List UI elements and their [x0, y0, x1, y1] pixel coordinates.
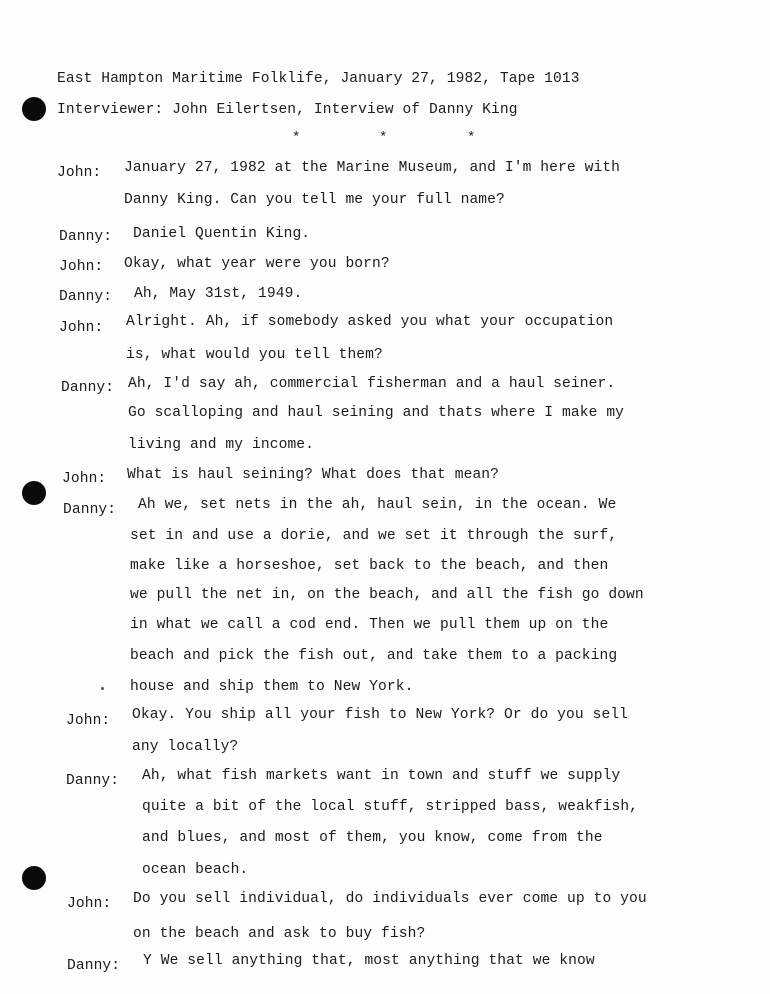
speaker-label: John: [59, 259, 104, 275]
separator-star: * [467, 130, 476, 146]
transcript-line: set in and use a dorie, and we set it through the surf, [130, 528, 618, 544]
transcript-line: and blues, and most of them, you know, come from the [142, 830, 603, 846]
transcript-line: make like a horseshoe, set back to the beach, and then [130, 558, 609, 574]
transcript-line: on the beach and ask to buy fish? [133, 926, 426, 942]
transcript-line: quite a bit of the local stuff, stripped bass, weakfish, [142, 799, 639, 815]
speaker-label: John: [62, 471, 107, 487]
transcript-line: Danny King. Can you tell me your full name? [124, 192, 505, 208]
stray-mark [101, 687, 104, 690]
header-interviewer: Interviewer: John Eilertsen, Interview of Danny King [57, 102, 518, 118]
speaker-label: John: [57, 165, 102, 181]
header-title: East Hampton Maritime Folklife, January 27, 1982, Tape 1013 [57, 71, 580, 87]
binder-hole-top [22, 97, 46, 121]
transcript-line: Ah, May 31st, 1949. [134, 286, 303, 302]
binder-hole-middle [22, 481, 46, 505]
transcript-line: Go scalloping and haul seining and thats where I make my [128, 405, 625, 421]
transcript-line: Ah, I'd say ah, commercial fisherman and a haul seiner. [128, 376, 616, 392]
transcript-line: Alright. Ah, if somebody asked you what your occupation [126, 314, 614, 330]
transcript-line: is, what would you tell them? [126, 347, 383, 363]
separator-star: * [292, 130, 301, 146]
speaker-label: Danny: [61, 380, 115, 396]
transcript-line: Ah, what fish markets want in town and stuff we supply [142, 768, 621, 784]
transcript-line: beach and pick the fish out, and take them to a packing [130, 648, 618, 664]
transcript-line: ocean beach. [142, 862, 249, 878]
transcript-line: living and my income. [128, 437, 315, 453]
speaker-label: John: [67, 896, 112, 912]
speaker-label: Danny: [59, 229, 113, 245]
speaker-label: Danny: [63, 502, 117, 518]
speaker-label: Danny: [67, 958, 121, 974]
transcript-line: Okay, what year were you born? [124, 256, 390, 272]
transcript-line: What is haul seining? What does that mean? [127, 467, 500, 483]
speaker-label: Danny: [66, 773, 120, 789]
transcript-line: Okay. You ship all your fish to New York? Or do you sell [132, 707, 629, 723]
speaker-label: John: [59, 320, 104, 336]
transcript-line: January 27, 1982 at the Marine Museum, and I'm here with [124, 160, 621, 176]
transcript-line: Daniel Quentin King. [133, 226, 311, 242]
speaker-label: Danny: [59, 289, 113, 305]
separator-star: * [379, 130, 388, 146]
transcript-line: we pull the net in, on the beach, and all the fish go down [130, 587, 644, 603]
binder-hole-bottom [22, 866, 46, 890]
speaker-label: John: [66, 713, 111, 729]
transcript-line: in what we call a cod end. Then we pull them up on the [130, 617, 609, 633]
transcript-line: house and ship them to New York. [130, 679, 414, 695]
transcript-line: Ah we, set nets in the ah, haul sein, in the ocean. We [138, 497, 617, 513]
transcript-line: Do you sell individual, do individuals ever come up to you [133, 891, 647, 907]
transcript-line: Y We sell anything that, most anything that we know [143, 953, 595, 969]
transcript-line: any locally? [132, 739, 239, 755]
